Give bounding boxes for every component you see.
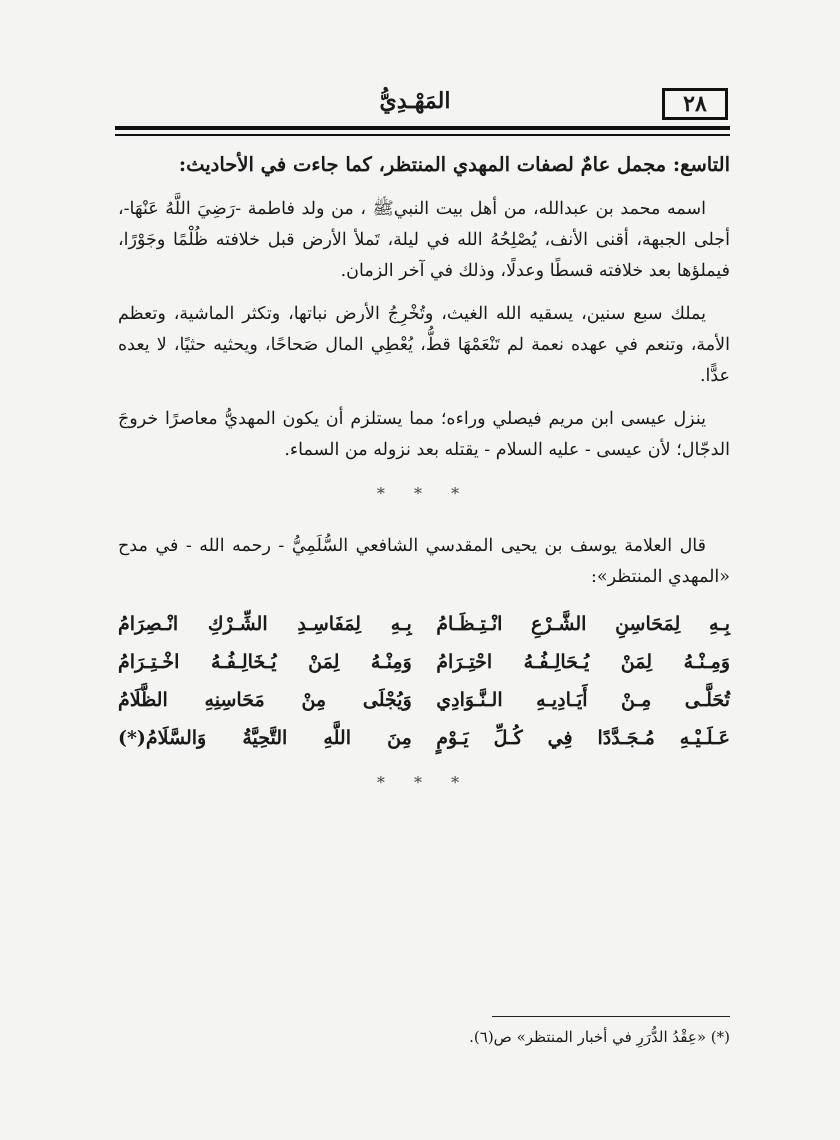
verse-second-hemistich: بِـهِ لِمَفَاسِـدِ الشِّـرْكِ انْـصِرَامُ <box>118 613 412 635</box>
section-heading: التاسع: مجمل عامٌ لصفات المهدي المنتظر، كما جاءت في الأحاديث: <box>178 153 730 176</box>
verse-first-hemistich: وَمِـنْـهُ لِمَنْ يُـحَالِـفُـهُ احْتِـرَامُ <box>436 651 730 673</box>
separator-stars: * * * <box>376 484 472 503</box>
main-content <box>118 148 730 820</box>
verse-first-hemistich: عَـلَـيْـهِ مُـجَـدَّدًا فِي كُـلِّ يَـوْمٍ <box>436 727 730 749</box>
header-rule-thick <box>115 126 730 130</box>
verse <box>118 605 730 643</box>
paragraph-2: يملك سبع سنين، يسقيه الله الغيث، وتُخْرِجُ الأرض نباتها، وتكثر الماشية، وتعظم الأمة، وتنعم في عهده نعمة لم تَنْعَمْهَا قطُّ، يُعْطِي المال صَحاحًا، ويحثيه حثيًا، لا يعده عدًّا. <box>118 304 731 386</box>
verse <box>118 719 730 757</box>
poem-intro: قال العلامة يوسف بن يحيى المقدسي الشافعي السُّلَمِيُّ - رحمه الله - في مدح «المهدي المنتظر»: <box>118 536 730 587</box>
verse <box>118 681 730 719</box>
footnote: (*) «عِقْدُ الدُّرَرِ في أخبار المنتظر» ص(٦). <box>469 1028 730 1046</box>
header-rule-thin <box>115 134 730 136</box>
paragraph-3: ينزل عيسى ابن مريم فيصلي وراءه؛ مما يستلزم أن يكون المهديُّ معاصرًا خروجَ الدجّال؛ لأن عيسى - عليه السلام - يقتله بعد نزوله من السماء. <box>118 409 730 460</box>
page-header <box>115 80 730 126</box>
separator-stars-end: * * * <box>376 773 472 792</box>
paragraph-1: اسمه محمد بن عبدالله، من أهل بيت النبيﷺ ، من ولد فاطمة -رَضِيَ اللَّهُ عَنْهَا-، أجلى الجبهة، أقنى الأنف، يُصْلِحُهُ الله في ليلة، تَملأ الأرض قبل خلافته ظُلْمًا وجَوْرًا، فيملؤها بعد خلافته قسطًا وعدلًا، وذلك في آخر الزمان. <box>118 199 730 281</box>
footnote-rule <box>492 1016 730 1017</box>
verse <box>118 643 730 681</box>
running-title: المَهْـدِيُّ <box>379 88 451 114</box>
verse-second-hemistich: وَيُجْلَى مِنْ مَحَاسِنِهِ الظَّلَامُ <box>118 689 412 711</box>
page-number: ٢٨ <box>662 88 728 120</box>
verse-second-hemistich: وَمِنْـهُ لِمَنْ يُـخَالِـفُـهُ اخْـتِـرَامُ <box>118 651 412 673</box>
verse-second-hemistich: مِنَ اللَّهِ التَّحِيَّةُ وَالسَّلَامُ(*) <box>118 727 412 749</box>
verse-first-hemistich: تُحَلَّـى مِـنْ أَيَـادِيـهِ الـنَّـوَادِي <box>436 689 730 711</box>
poem <box>118 605 730 757</box>
verse-first-hemistich: بِـهِ لِمَحَاسِنِ الشَّـرْعِ انْـتِـظَـامُ <box>436 613 730 635</box>
